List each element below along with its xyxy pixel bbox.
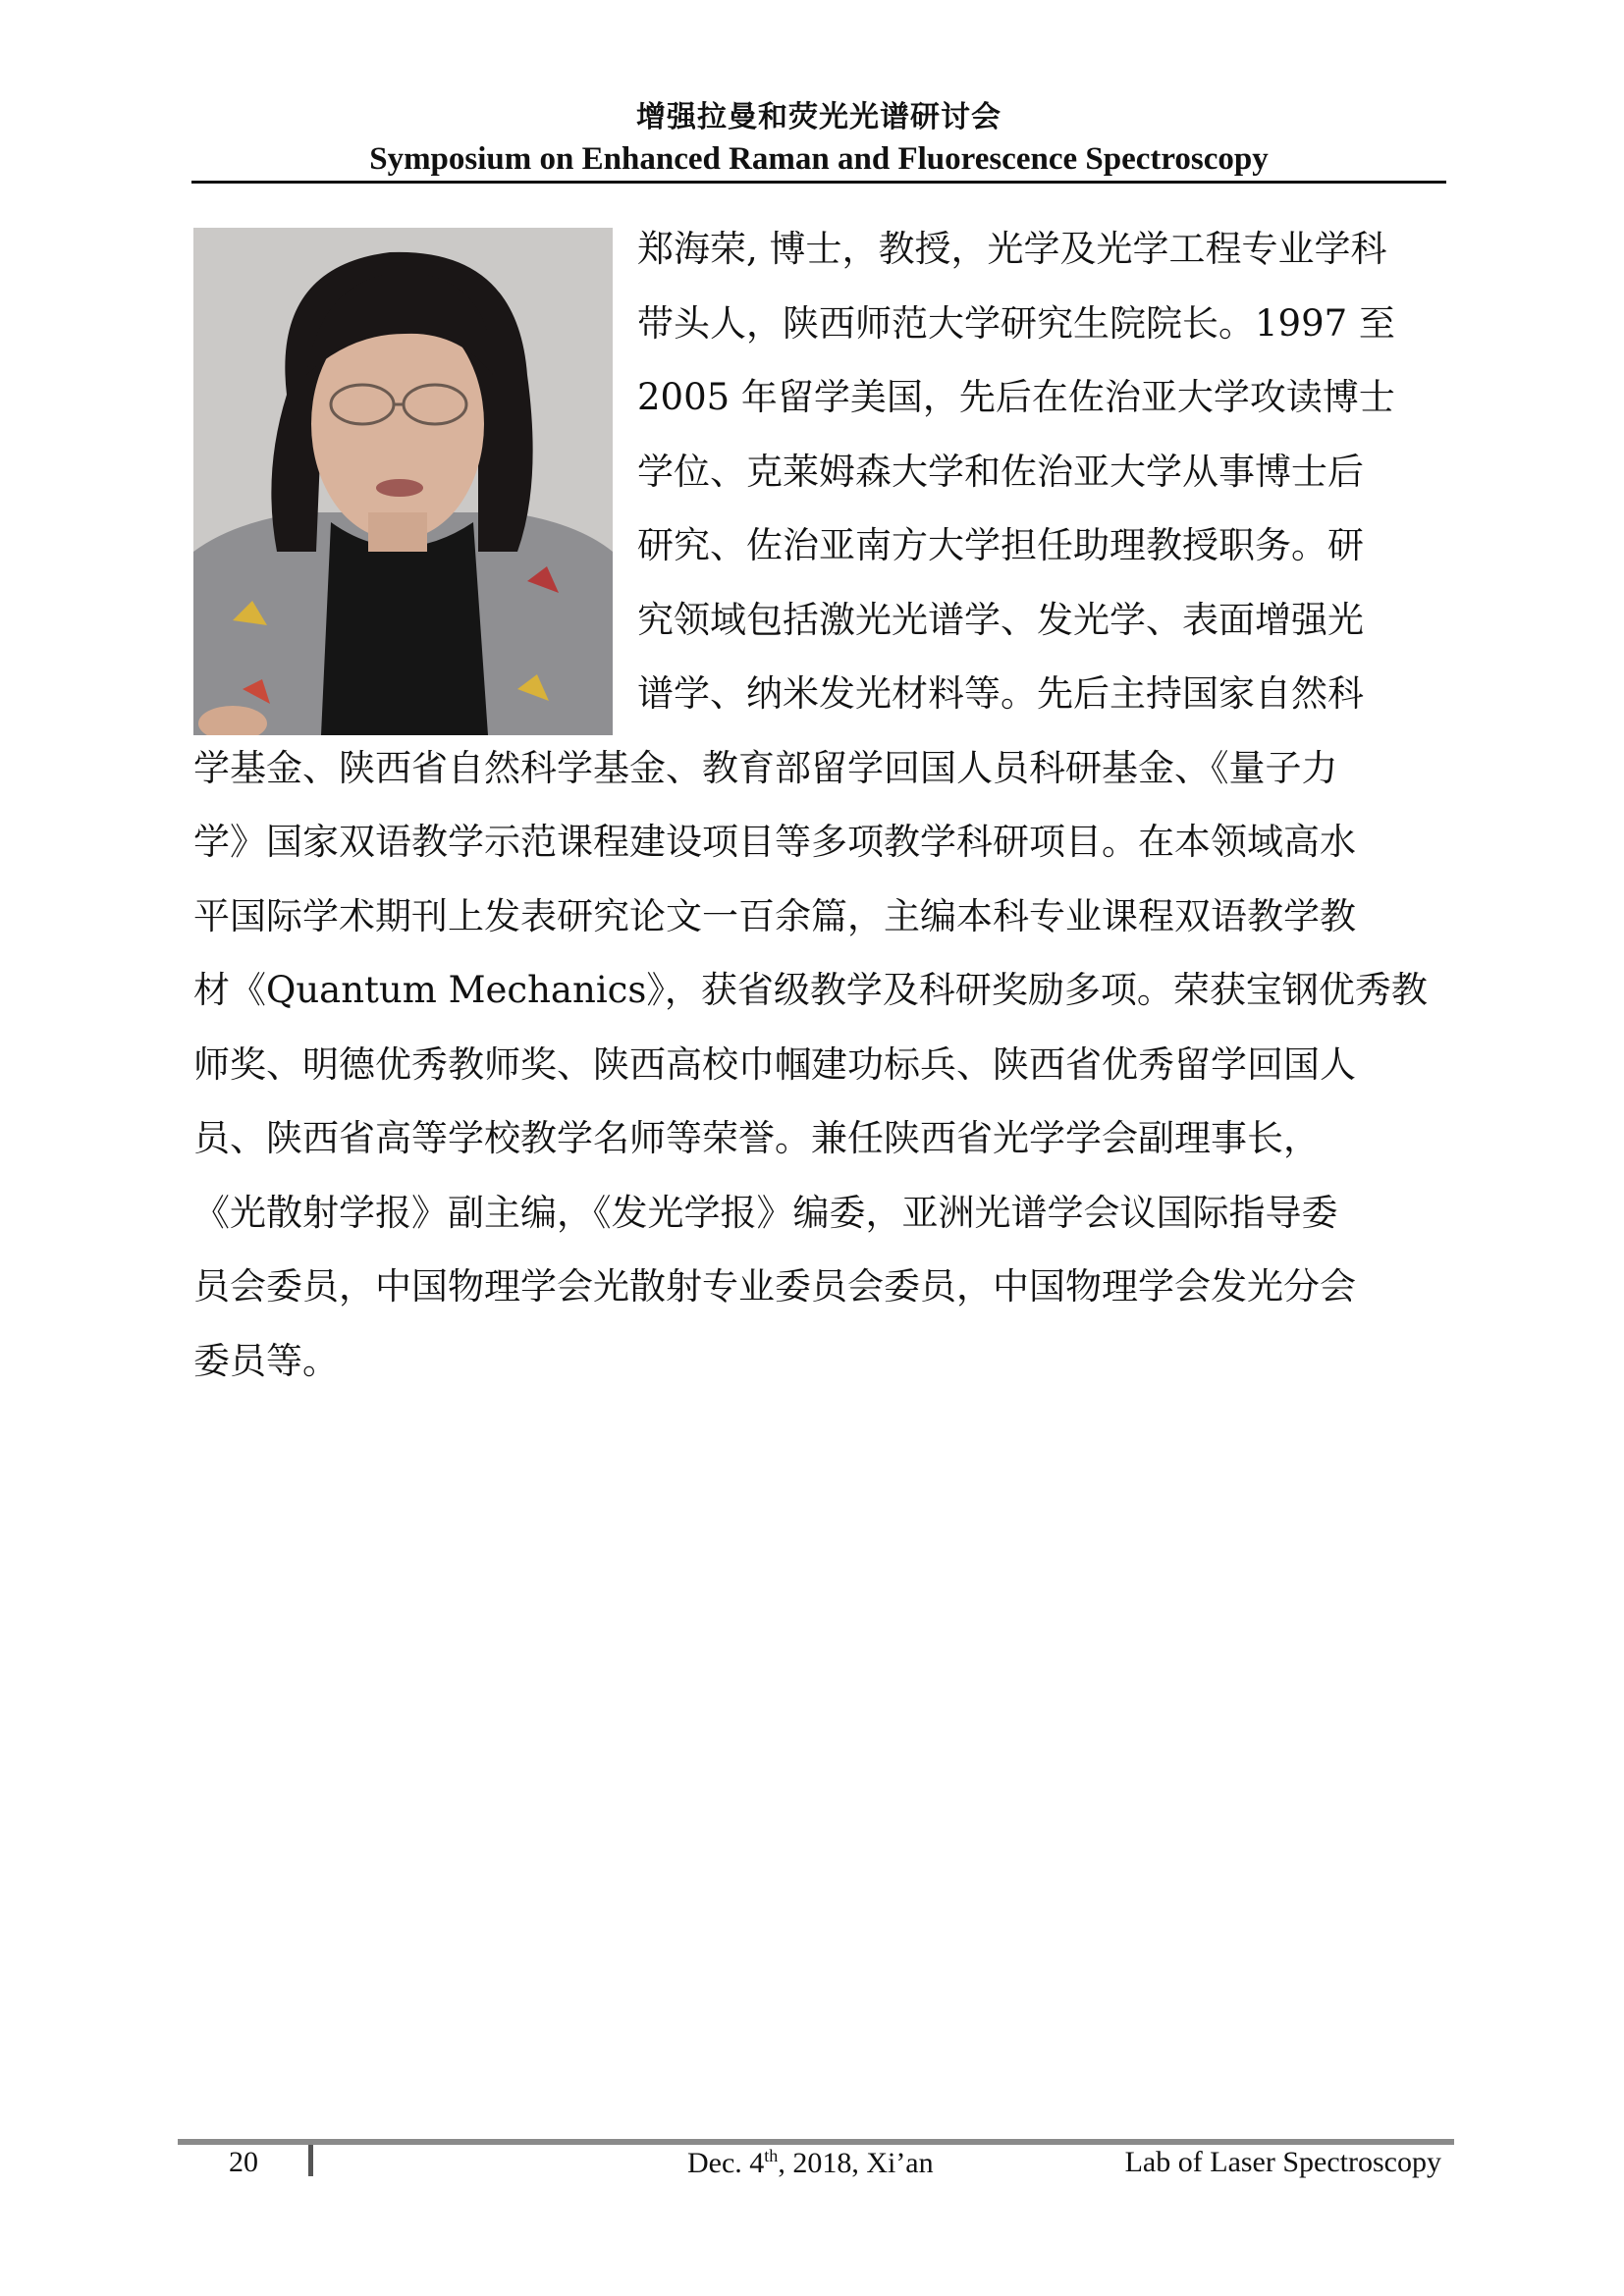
header-title-en: Symposium on Enhanced Raman and Fluorescence Spectroscopy: [369, 141, 1269, 177]
bio-line: 郑海荣, 博士，教授，光学及光学工程专业学科: [637, 228, 1387, 270]
footer-date: [687, 2146, 934, 2180]
bio-line: 学位、克莱姆森大学和佐治亚大学从事博士后: [637, 450, 1364, 493]
bio-line: 《光散射学报》副主编，《发光学报》编委，亚洲光谱学会议国际指导委: [193, 1191, 1338, 1234]
header-divider: [191, 181, 1446, 184]
bio-line: 委员等。: [193, 1339, 339, 1382]
bio-line: 员会委员，中国物理学会光散射专业委员会委员，中国物理学会发光分会: [193, 1265, 1356, 1308]
footer-separator: [308, 2145, 313, 2176]
bio-line: 究领域包括激光光谱学、发光学、表面增强光: [637, 598, 1364, 641]
footer-date-sup: th: [764, 2146, 779, 2165]
footer-date-suffix: , 2018, Xi’an: [778, 2147, 934, 2179]
header-title-cn: 增强拉曼和荧光光谱研讨会: [636, 100, 1001, 134]
bio-line: 平国际学术期刊上发表研究论文一百余篇，主编本科专业课程双语教学教: [193, 894, 1356, 937]
bio-line: 带头人，陕西师范大学研究生院院长。1997 至: [637, 301, 1395, 345]
bio-line: 研究、佐治亚南方大学担任助理教授职务。研: [637, 524, 1364, 566]
biography-text: [193, 212, 1440, 1398]
bio-line: 员、陕西省高等学校教学名师等荣誉。兼任陕西省光学学会副理事长，: [193, 1117, 1320, 1159]
bio-line: 学》国家双语教学示范课程建设项目等多项教学科研项目。在本领域高水: [193, 821, 1356, 863]
bio-line: 2005 年留学美国，先后在佐治亚大学攻读博士: [637, 376, 1395, 418]
page-header: [191, 96, 1446, 179]
footer-divider: [178, 2139, 1454, 2145]
bio-line: 师奖、明德优秀教师奖、陕西高校巾帼建功标兵、陕西省优秀留学回国人: [193, 1042, 1356, 1086]
footer-lab-name: Lab of Laser Spectroscopy: [1124, 2146, 1441, 2178]
bio-line: 学基金、陕西省自然科学基金、教育部留学回国人员科研基金、《量子力: [193, 746, 1338, 789]
page-number: 20: [229, 2146, 258, 2178]
footer-date-prefix: Dec. 4: [687, 2147, 765, 2179]
bio-line: 谱学、纳米发光材料等。先后主持国家自然科: [637, 672, 1364, 715]
bio-line: 材《Quantum Mechanics》，获省级教学及科研奖励多项。荣获宝钢优秀教: [193, 969, 1428, 1011]
